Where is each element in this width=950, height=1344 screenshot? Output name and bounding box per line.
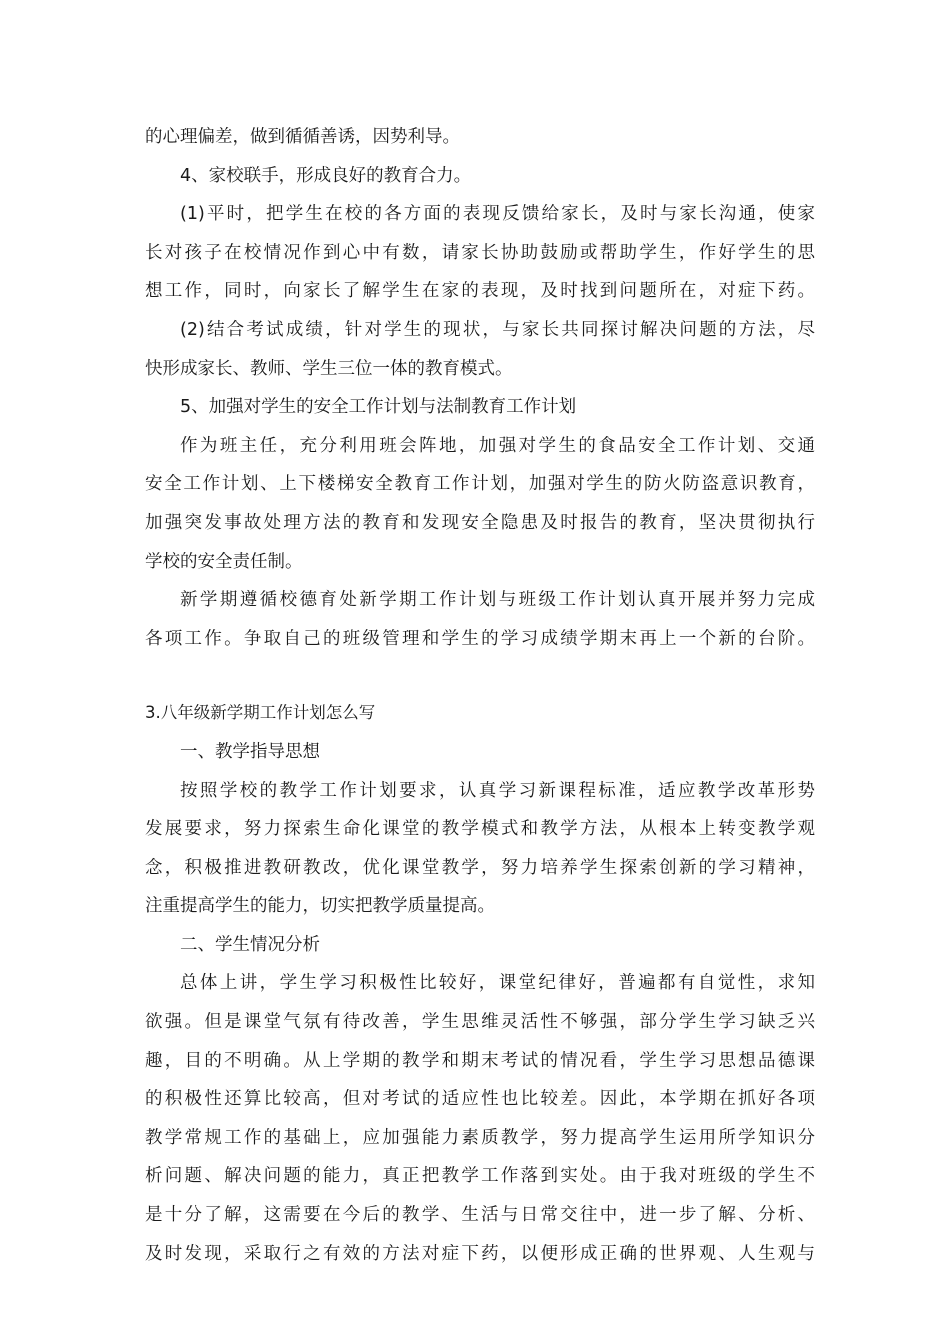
text-line: 加强突发事故处理方法的教育和发现安全隐患及时报告的教育，坚决贯彻执行	[145, 512, 815, 533]
text-line: 欲强。但是课堂气氛有待改善，学生思维灵活性不够强，部分学生学习缺乏兴	[145, 1012, 815, 1033]
list-heading: 4、家校联手，形成良好的教育合力。	[180, 165, 472, 186]
text-line: 及时发现，采取行之有效的方法对症下药，以便形成正确的世界观、人生观与	[145, 1243, 815, 1264]
text-line: (1)平时，把学生在校的各方面的表现反馈给家长，及时与家长沟通，使家	[180, 204, 815, 225]
text-line: 是十分了解，这需要在今后的教学、生活与日常交往中，进一步了解、分析、	[145, 1205, 815, 1226]
text-line: 想工作，同时，向家长了解学生在家的表现，及时找到问题所在，对症下药。	[145, 281, 815, 302]
text-line: 各项工作。争取自己的班级管理和学生的学习成绩学期末再上一个新的台阶。	[145, 628, 815, 649]
text-line: 安全工作计划、上下楼梯安全教育工作计划，加强对学生的防火防盗意识教育，	[145, 474, 815, 495]
text-line: 长对孩子在校情况作到心中有数，请家长协助鼓励或帮助学生，作好学生的思	[145, 242, 815, 263]
section-gap	[145, 658, 815, 694]
text-line: 新学期遵循校德育处新学期工作计划与班级工作计划认真开展并努力完成	[180, 590, 815, 611]
text-line: (2)结合考试成绩，针对学生的现状，与家长共同探讨解决问题的方法，尽	[180, 319, 815, 340]
subsection-heading: 一、教学指导思想	[180, 741, 320, 762]
text-line: 总体上讲，学生学习积极性比较好，课堂纪律好，普遍都有自觉性，求知	[180, 973, 815, 994]
text-line: 注重提高学生的能力，切实把教学质量提高。	[145, 896, 495, 917]
text-line: 的心理偏差，做到循循善诱，因势利导。	[145, 127, 460, 147]
text-line: 析问题、解决问题的能力，真正把教学工作落到实处。由于我对班级的学生不	[145, 1166, 815, 1187]
document-page	[145, 118, 815, 1273]
text-line: 按照学校的教学工作计划要求，认真学习新课程标准，适应教学改革形势	[180, 780, 815, 801]
text-line: 念，积极推进教研教改，优化课堂教学，努力培养学生探索创新的学习精神，	[145, 857, 815, 878]
text-line: 教学常规工作的基础上，应加强能力素质教学，努力提高学生运用所学知识分	[145, 1127, 815, 1148]
subsection-heading: 二、学生情况分析	[180, 934, 320, 955]
text-line: 学校的安全责任制。	[145, 551, 303, 572]
list-heading: 5、加强对学生的安全工作计划与法制教育工作计划	[180, 397, 577, 418]
text-line: 快形成家长、教师、学生三位一体的教育模式。	[145, 358, 513, 379]
text-line: 发展要求，努力探索生命化课堂的教学模式和教学方法，从根本上转变教学观	[145, 819, 815, 840]
section-heading: 3.八年级新学期工作计划怎么写	[145, 703, 376, 723]
text-line: 趣，目的不明确。从上学期的教学和期末考试的情况看，学生学习思想品德课	[145, 1050, 815, 1071]
text-line: 作为班主任，充分利用班会阵地，加强对学生的食品安全工作计划、交通	[180, 435, 815, 456]
text-line: 的积极性还算比较高，但对考试的适应性也比较差。因此，本学期在抓好各项	[145, 1089, 815, 1110]
